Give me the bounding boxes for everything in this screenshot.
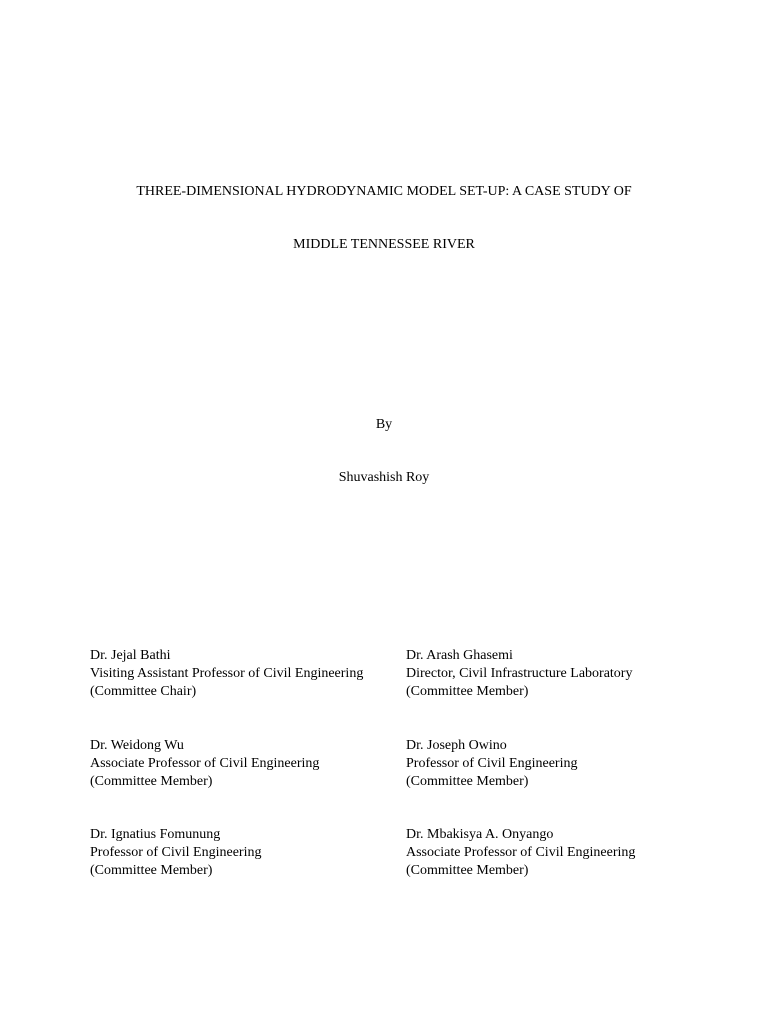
committee-member-bathi bbox=[90, 647, 410, 701]
committee-member-wu bbox=[90, 737, 410, 791]
title-line-1: THREE-DIMENSIONAL HYDRODYNAMIC MODEL SET-UP: A CASE STUDY OF bbox=[136, 184, 632, 199]
member-role: (Committee Member) bbox=[406, 863, 529, 878]
member-name: Dr. Weidong Wu bbox=[90, 738, 184, 753]
committee-member-fomunung bbox=[90, 826, 410, 880]
member-position: Associate Professor of Civil Engineering bbox=[406, 845, 636, 860]
member-name: Dr. Ignatius Fomunung bbox=[90, 827, 221, 842]
member-position: Associate Professor of Civil Engineering bbox=[90, 756, 320, 771]
author-name: Shuvashish Roy bbox=[338, 470, 430, 485]
committee-member-onyango bbox=[406, 826, 726, 880]
member-name: Dr. Jejal Bathi bbox=[90, 648, 171, 663]
member-name: Dr. Mbakisya A. Onyango bbox=[406, 827, 554, 842]
member-name: Dr. Joseph Owino bbox=[406, 738, 507, 753]
member-role: (Committee Member) bbox=[406, 684, 529, 699]
committee-member-owino bbox=[406, 737, 726, 791]
member-role: (Committee Member) bbox=[90, 863, 213, 878]
member-role: (Committee Member) bbox=[406, 774, 529, 789]
member-position: Professor of Civil Engineering bbox=[406, 756, 578, 771]
member-role: (Committee Member) bbox=[90, 774, 213, 789]
by-label: By bbox=[375, 417, 393, 432]
member-position: Professor of Civil Engineering bbox=[90, 845, 262, 860]
committee-member-ghasemi bbox=[406, 647, 726, 701]
member-role: (Committee Chair) bbox=[90, 684, 197, 699]
member-name: Dr. Arash Ghasemi bbox=[406, 648, 513, 663]
member-position: Visiting Assistant Professor of Civil Engineering bbox=[90, 666, 364, 681]
member-position: Director, Civil Infrastructure Laboratory bbox=[406, 666, 633, 681]
title-line-2: MIDDLE TENNESSEE RIVER bbox=[293, 237, 475, 252]
